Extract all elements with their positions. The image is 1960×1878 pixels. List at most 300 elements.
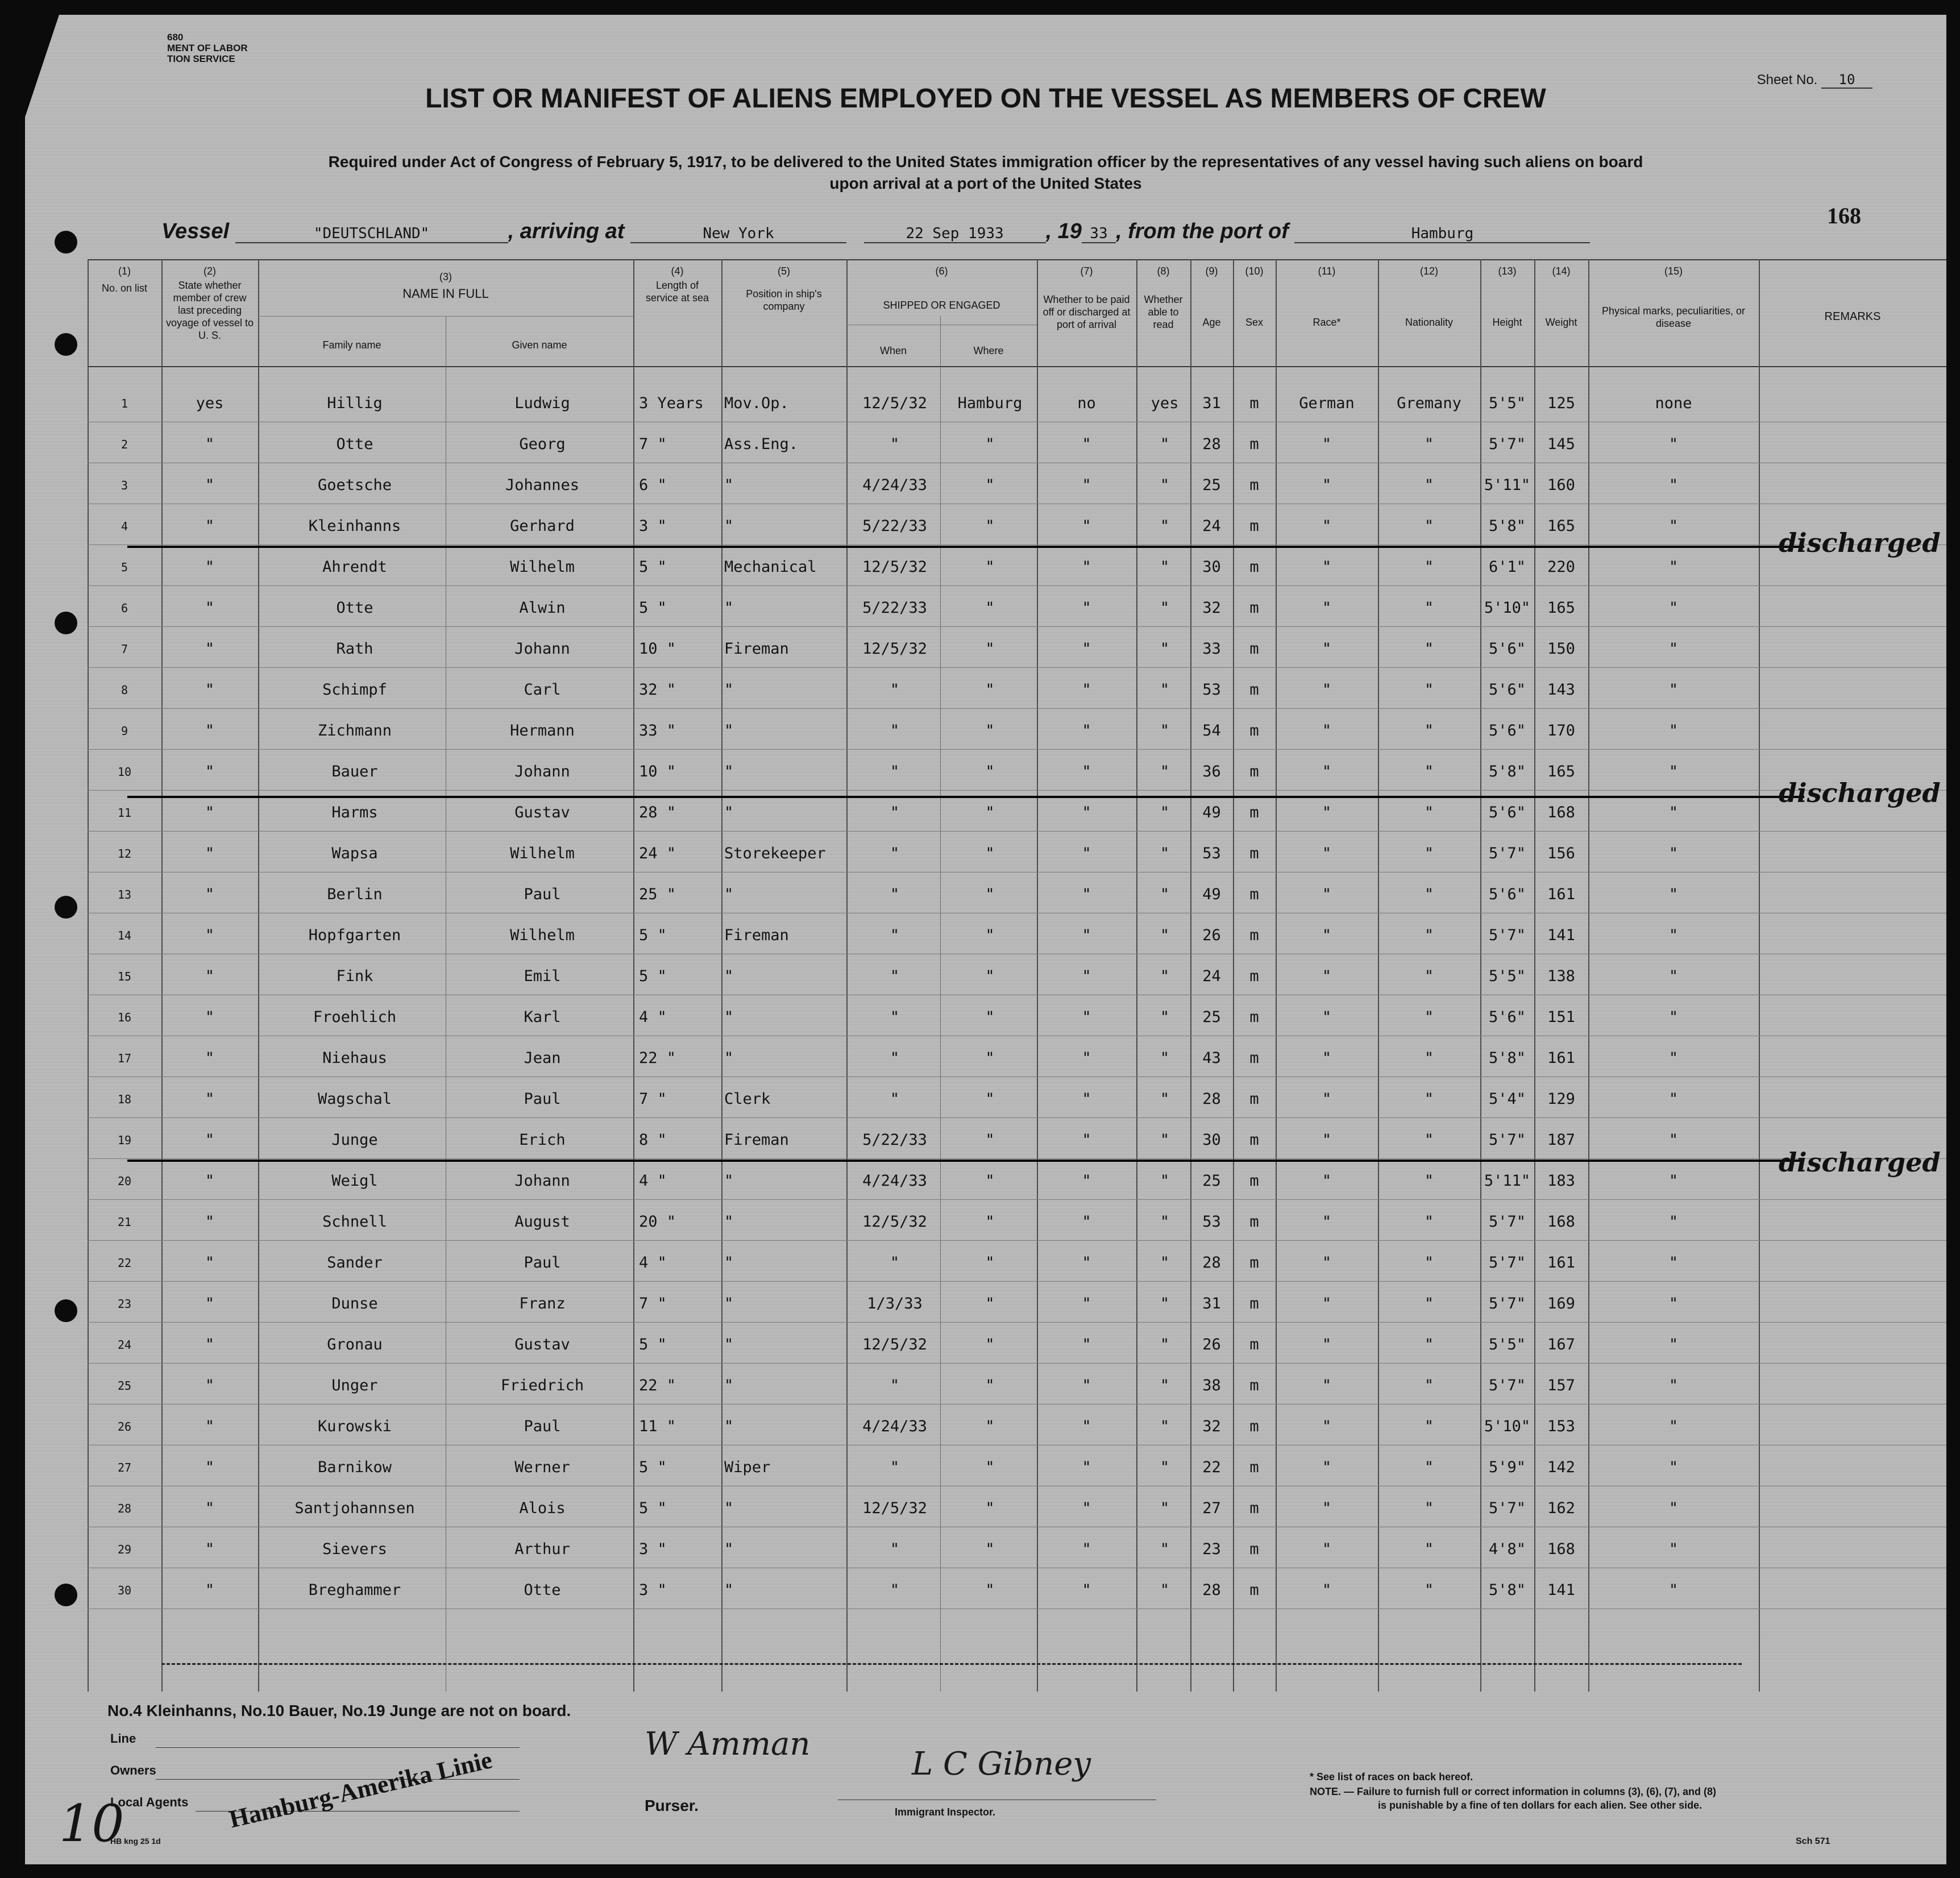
nationality: " — [1424, 599, 1434, 617]
family-name: Junge — [331, 1131, 378, 1149]
engaged-where: " — [985, 640, 995, 658]
length-of-service: 5 " — [639, 967, 667, 985]
col-num-label: (14) — [1552, 265, 1571, 277]
length-of-service: 7 " — [639, 1295, 667, 1312]
engaged-when: 12/5/32 — [862, 640, 927, 658]
row-rule — [88, 1240, 1946, 1241]
row-number: 26 — [117, 1420, 132, 1434]
height: 5'7" — [1488, 1499, 1526, 1517]
weight: 156 — [1547, 845, 1575, 862]
physical-marks: " — [1668, 1377, 1679, 1394]
col-divider — [258, 259, 259, 1692]
race: " — [1322, 1499, 1332, 1517]
row-number: 3 — [121, 479, 128, 492]
family-name: Kurowski — [317, 1418, 392, 1435]
physical-marks: " — [1668, 1499, 1679, 1517]
age: 22 — [1202, 1459, 1221, 1476]
family-name: Weigl — [331, 1172, 378, 1190]
able-to-read: " — [1160, 763, 1170, 780]
engaged-when: " — [890, 1581, 900, 1599]
physical-marks: " — [1668, 558, 1679, 576]
length-of-service: 10 " — [639, 640, 676, 658]
given-name: Franz — [519, 1295, 566, 1312]
prev-voyage: " — [205, 1540, 215, 1558]
race: " — [1322, 1049, 1332, 1067]
page-number: 168 — [1827, 203, 1861, 228]
prev-voyage: " — [205, 804, 215, 821]
physical-marks: " — [1668, 1540, 1679, 1558]
prev-voyage: " — [205, 1581, 215, 1599]
engaged-when: " — [890, 681, 900, 699]
nationality: " — [1424, 804, 1434, 821]
nationality: " — [1424, 1418, 1434, 1435]
nationality: " — [1424, 1049, 1434, 1067]
schedule-code: Sch 571 — [1796, 1837, 1830, 1846]
length-of-service: 6 " — [639, 476, 667, 494]
weight: 161 — [1547, 1254, 1575, 1272]
sex: m — [1249, 722, 1259, 739]
paid-off: " — [1082, 1418, 1091, 1435]
prev-voyage: " — [205, 1090, 215, 1108]
able-to-read: " — [1160, 517, 1170, 535]
paid-off: " — [1082, 926, 1091, 944]
race: " — [1322, 1090, 1332, 1108]
footer-line — [156, 1747, 520, 1748]
prev-voyage: " — [205, 1131, 215, 1149]
prev-voyage: " — [205, 599, 215, 617]
race: " — [1322, 967, 1332, 985]
col-num-label: (15) — [1664, 265, 1683, 277]
agent-stamp: Hamburg-Amerika Linie — [226, 1746, 495, 1834]
purser-signature: W Amman — [645, 1726, 811, 1763]
length-of-service: 28 " — [639, 804, 676, 821]
race: " — [1322, 1418, 1332, 1435]
row-number: 24 — [117, 1338, 132, 1352]
engaged-where: " — [985, 722, 995, 739]
col-header-name: NAME IN FULL — [402, 286, 489, 301]
length-of-service: 3 " — [639, 517, 667, 535]
punch-hole — [55, 1299, 77, 1322]
length-of-service: 10 " — [639, 763, 676, 780]
age: 28 — [1202, 1581, 1221, 1599]
col-header-where: Where — [973, 345, 1004, 356]
family-name: Zichmann — [317, 722, 392, 739]
weight: 220 — [1547, 558, 1575, 576]
prev-voyage: " — [205, 1295, 215, 1312]
age: 32 — [1202, 1418, 1221, 1435]
length-of-service: 4 " — [639, 1172, 667, 1190]
race: " — [1322, 599, 1332, 617]
weight: 157 — [1547, 1377, 1575, 1394]
prev-voyage: " — [205, 722, 215, 739]
age: 31 — [1202, 394, 1221, 412]
race: " — [1322, 435, 1332, 453]
col-num-label: (3) — [439, 271, 452, 282]
engaged-where: " — [985, 1213, 995, 1231]
height: 5'8" — [1488, 1049, 1526, 1067]
engaged-when: 12/5/32 — [862, 394, 927, 412]
col-header-family: Family name — [322, 339, 381, 351]
sex: m — [1249, 558, 1259, 576]
age: 31 — [1202, 1295, 1221, 1312]
physical-marks: " — [1668, 1581, 1679, 1599]
weight: 161 — [1547, 886, 1575, 903]
engaged-where: " — [985, 1540, 995, 1558]
position: " — [724, 1295, 734, 1312]
race: German — [1299, 394, 1355, 412]
prev-voyage: " — [205, 476, 215, 494]
sex: m — [1249, 681, 1259, 699]
length-of-service: 3 Years — [639, 394, 704, 412]
age: 23 — [1202, 1540, 1221, 1558]
row-number: 8 — [121, 683, 128, 697]
race: " — [1322, 886, 1332, 903]
height: 5'8" — [1488, 517, 1526, 535]
col-divider — [1136, 259, 1137, 1692]
row-number: 14 — [117, 929, 132, 942]
age: 28 — [1202, 1090, 1221, 1108]
prev-voyage: " — [205, 435, 215, 453]
age: 24 — [1202, 517, 1221, 535]
sex: m — [1249, 1499, 1259, 1517]
position: Storekeeper — [724, 845, 826, 862]
prev-voyage: " — [205, 1499, 215, 1517]
dashed-separator — [161, 1663, 1742, 1665]
given-name: Jean — [524, 1049, 561, 1067]
engaged-when: " — [890, 967, 900, 985]
engaged-where: " — [985, 1499, 995, 1517]
row-rule — [88, 1199, 1946, 1200]
col-num-label: (11) — [1318, 265, 1336, 277]
family-name: Wagschal — [317, 1090, 392, 1108]
engaged-when: " — [890, 804, 900, 821]
weight: 170 — [1547, 722, 1575, 739]
engaged-where: " — [985, 1049, 995, 1067]
row-rule — [88, 1158, 1946, 1159]
engaged-when: 5/22/33 — [862, 599, 927, 617]
race: " — [1322, 558, 1332, 576]
age: 53 — [1202, 681, 1221, 699]
prev-voyage: " — [205, 1377, 215, 1394]
engaged-where: " — [985, 1131, 995, 1149]
physical-marks: " — [1668, 967, 1679, 985]
engaged-where: " — [985, 886, 995, 903]
height: 5'10" — [1484, 1418, 1531, 1435]
nationality: " — [1424, 967, 1434, 985]
row-number: 25 — [117, 1379, 132, 1393]
weight: 143 — [1547, 681, 1575, 699]
sex: m — [1249, 1459, 1259, 1476]
family-name: Schimpf — [322, 681, 387, 699]
row-number: 19 — [117, 1133, 132, 1147]
nationality: " — [1424, 845, 1434, 862]
sex: m — [1249, 845, 1259, 862]
sex: m — [1249, 1336, 1259, 1353]
physical-marks: " — [1668, 1131, 1679, 1149]
nationality: " — [1424, 1213, 1434, 1231]
able-to-read: " — [1160, 1090, 1170, 1108]
prev-voyage: yes — [196, 394, 224, 412]
form-line: TION SERVICE — [167, 53, 235, 64]
able-to-read: " — [1160, 1377, 1170, 1394]
position: " — [724, 722, 734, 739]
nationality: " — [1424, 476, 1434, 494]
height: 5'6" — [1488, 681, 1526, 699]
able-to-read: " — [1160, 1172, 1170, 1190]
row-number: 12 — [117, 847, 132, 861]
given-name: Arthur — [514, 1540, 570, 1558]
given-name: Wilhelm — [510, 845, 575, 862]
row-number: 28 — [117, 1502, 132, 1515]
row-number: 11 — [117, 806, 132, 820]
physical-marks: " — [1668, 926, 1679, 944]
paid-off: " — [1082, 804, 1091, 821]
col-num-label: (2) — [204, 265, 216, 277]
row-number: 20 — [117, 1174, 132, 1188]
row-number: 5 — [121, 560, 128, 574]
col-num-label: (12) — [1419, 265, 1438, 277]
page-title: LIST OR MANIFEST OF ALIENS EMPLOYED ON THE VESSEL AS MEMBERS OF CREW — [425, 84, 1546, 114]
physical-marks: " — [1668, 886, 1679, 903]
height: 5'5" — [1488, 394, 1526, 412]
engaged-where: " — [985, 435, 995, 453]
position: " — [724, 1418, 734, 1435]
family-name: Otte — [336, 435, 373, 453]
physical-marks: " — [1668, 1090, 1679, 1108]
nationality: " — [1424, 640, 1434, 658]
position: Ass.Eng. — [724, 435, 799, 453]
age: 38 — [1202, 1377, 1221, 1394]
race: " — [1322, 1295, 1332, 1312]
row-number: 6 — [121, 601, 128, 615]
family-name: Breghammer — [308, 1581, 401, 1599]
physical-marks: " — [1668, 517, 1679, 535]
length-of-service: 5 " — [639, 926, 667, 944]
race: " — [1322, 476, 1332, 494]
row-number: 23 — [117, 1297, 132, 1311]
given-name: Emil — [524, 967, 561, 985]
family-name: Hopfgarten — [308, 926, 401, 944]
given-name: Johann — [514, 1172, 570, 1190]
physical-marks: " — [1668, 804, 1679, 821]
sex: m — [1249, 640, 1259, 658]
row-number: 30 — [117, 1584, 132, 1597]
physical-marks: " — [1668, 1418, 1679, 1435]
weight: 168 — [1547, 1213, 1575, 1231]
weight: 160 — [1547, 476, 1575, 494]
physical-marks: " — [1668, 1172, 1679, 1190]
position: " — [724, 1499, 734, 1517]
paid-off: " — [1082, 517, 1091, 535]
physical-marks: " — [1668, 476, 1679, 494]
col-num-label: (4) — [671, 265, 684, 277]
physical-marks: " — [1668, 1213, 1679, 1231]
able-to-read: " — [1160, 886, 1170, 903]
age: 28 — [1202, 1254, 1221, 1272]
weight: 141 — [1547, 1581, 1575, 1599]
position: " — [724, 681, 734, 699]
paid-off: " — [1082, 1131, 1091, 1149]
col-header-paidoff: Whether to be paid off or discharged at port of arrival — [1043, 294, 1131, 330]
row-rule — [88, 1322, 1946, 1323]
col-header-weight: Weight — [1545, 317, 1577, 328]
engaged-when: 1/3/33 — [867, 1295, 923, 1312]
position: Mov.Op. — [724, 394, 789, 412]
prev-voyage: " — [205, 558, 215, 576]
given-name: Karl — [524, 1008, 561, 1026]
row-rule — [88, 708, 1946, 709]
row-number: 18 — [117, 1092, 132, 1106]
engaged-where: " — [985, 1295, 995, 1312]
prev-voyage: " — [205, 517, 215, 535]
physical-marks: " — [1668, 435, 1679, 453]
given-name: Wilhelm — [510, 558, 575, 576]
physical-marks: " — [1668, 1336, 1679, 1353]
height: 5'5" — [1488, 967, 1526, 985]
given-name: Gustav — [514, 804, 570, 821]
given-name: Carl — [524, 681, 561, 699]
race: " — [1322, 681, 1332, 699]
nationality: " — [1424, 763, 1434, 780]
nationality: " — [1424, 1581, 1434, 1599]
height: 5'11" — [1484, 1172, 1531, 1190]
paid-off: " — [1082, 845, 1091, 862]
family-name: Berlin — [327, 886, 383, 903]
length-of-service: 5 " — [639, 599, 667, 617]
length-of-service: 7 " — [639, 1090, 667, 1108]
height: 5'9" — [1488, 1459, 1526, 1476]
prev-voyage: " — [205, 845, 215, 862]
col-num-label: (13) — [1498, 265, 1517, 277]
row-number: 27 — [117, 1461, 132, 1474]
row-rule — [88, 1404, 1946, 1405]
paid-off: no — [1077, 394, 1096, 412]
col-divider — [1759, 259, 1760, 1692]
paid-off: " — [1082, 967, 1091, 985]
able-to-read: " — [1160, 1336, 1170, 1353]
margin-number: 10 — [59, 1794, 124, 1854]
family-name: Fink — [336, 967, 373, 985]
local-agents-label: Local Agents — [110, 1795, 189, 1809]
physical-marks: " — [1668, 1008, 1679, 1026]
paid-off: " — [1082, 1459, 1091, 1476]
height: 5'6" — [1488, 1008, 1526, 1026]
sex: m — [1249, 886, 1259, 903]
form-line: MENT OF LABOR — [167, 43, 248, 53]
row-rule — [88, 667, 1946, 668]
engaged-where: " — [985, 1090, 995, 1108]
weight: 150 — [1547, 640, 1575, 658]
manifest-sheet — [25, 15, 1946, 1864]
engaged-where: " — [985, 476, 995, 494]
weight: 168 — [1547, 1540, 1575, 1558]
race: " — [1322, 804, 1332, 821]
vessel-line — [161, 219, 1590, 244]
row-number: 13 — [117, 888, 132, 901]
sheet-label: Sheet No. — [1756, 72, 1818, 88]
row-rule — [88, 1281, 1946, 1282]
race: " — [1322, 1336, 1332, 1353]
paid-off: " — [1082, 1499, 1091, 1517]
purser-label: Purser. — [645, 1797, 699, 1814]
race: " — [1322, 1213, 1332, 1231]
height: 5'7" — [1488, 1254, 1526, 1272]
col-header-member: State whether member of crew last preceding voyage of vessel to U. S. — [165, 280, 254, 341]
length-of-service: 5 " — [639, 1336, 667, 1353]
able-to-read: " — [1160, 1459, 1170, 1476]
engaged-where: " — [985, 599, 995, 617]
family-name: Dunse — [331, 1295, 378, 1312]
nationality: " — [1424, 1499, 1434, 1517]
family-name: Goetsche — [317, 476, 392, 494]
sex: m — [1249, 1172, 1259, 1190]
line-label: Line — [110, 1731, 136, 1746]
row-number: 15 — [117, 970, 132, 983]
able-to-read: " — [1160, 1131, 1170, 1149]
length-of-service: 20 " — [639, 1213, 676, 1231]
sex: m — [1249, 599, 1259, 617]
age: 30 — [1202, 1131, 1221, 1149]
nationality: " — [1424, 722, 1434, 739]
race: " — [1322, 763, 1332, 780]
engaged-when: 5/22/33 — [862, 517, 927, 535]
length-of-service: 33 " — [639, 722, 676, 739]
weight: 141 — [1547, 926, 1575, 944]
length-of-service: 5 " — [639, 1459, 667, 1476]
sex: m — [1249, 1008, 1259, 1026]
position: Mechanical — [724, 558, 817, 576]
weight: 129 — [1547, 1090, 1575, 1108]
col-num-label: (9) — [1205, 265, 1218, 277]
engaged-where: " — [985, 517, 995, 535]
position: " — [724, 1049, 734, 1067]
able-to-read: " — [1160, 1049, 1170, 1067]
row-number: 7 — [121, 642, 128, 656]
form-line: 680 — [167, 32, 184, 43]
position: " — [724, 804, 734, 821]
paid-off: " — [1082, 1172, 1091, 1190]
sex: m — [1249, 926, 1259, 944]
nationality: Gremany — [1397, 394, 1461, 412]
race: " — [1322, 1377, 1332, 1394]
height: 5'7" — [1488, 1213, 1526, 1231]
family-name: Harms — [331, 804, 378, 821]
family-name: Schnell — [322, 1213, 387, 1231]
age: 26 — [1202, 1336, 1221, 1353]
engaged-where: " — [985, 763, 995, 780]
col-header-sex: Sex — [1245, 317, 1264, 328]
height: 6'1" — [1488, 558, 1526, 576]
given-name: Gustav — [514, 1336, 570, 1353]
race: " — [1322, 1008, 1332, 1026]
col-header-position: Position in ship's company — [746, 288, 822, 312]
row-rule — [88, 831, 1946, 832]
nationality: " — [1424, 1090, 1434, 1108]
length-of-service: 24 " — [639, 845, 676, 862]
engaged-where: " — [985, 845, 995, 862]
col-header-shipped: SHIPPED OR ENGAGED — [883, 300, 1000, 311]
able-to-read: yes — [1151, 394, 1179, 412]
row-number: 1 — [121, 397, 128, 410]
punch-hole — [55, 333, 77, 356]
sex: m — [1249, 967, 1259, 985]
weight: 151 — [1547, 1008, 1575, 1026]
sex: m — [1249, 1131, 1259, 1149]
row-number: 17 — [117, 1052, 132, 1065]
paid-off: " — [1082, 558, 1091, 576]
given-name: Alois — [519, 1499, 566, 1517]
height: 5'7" — [1488, 435, 1526, 453]
